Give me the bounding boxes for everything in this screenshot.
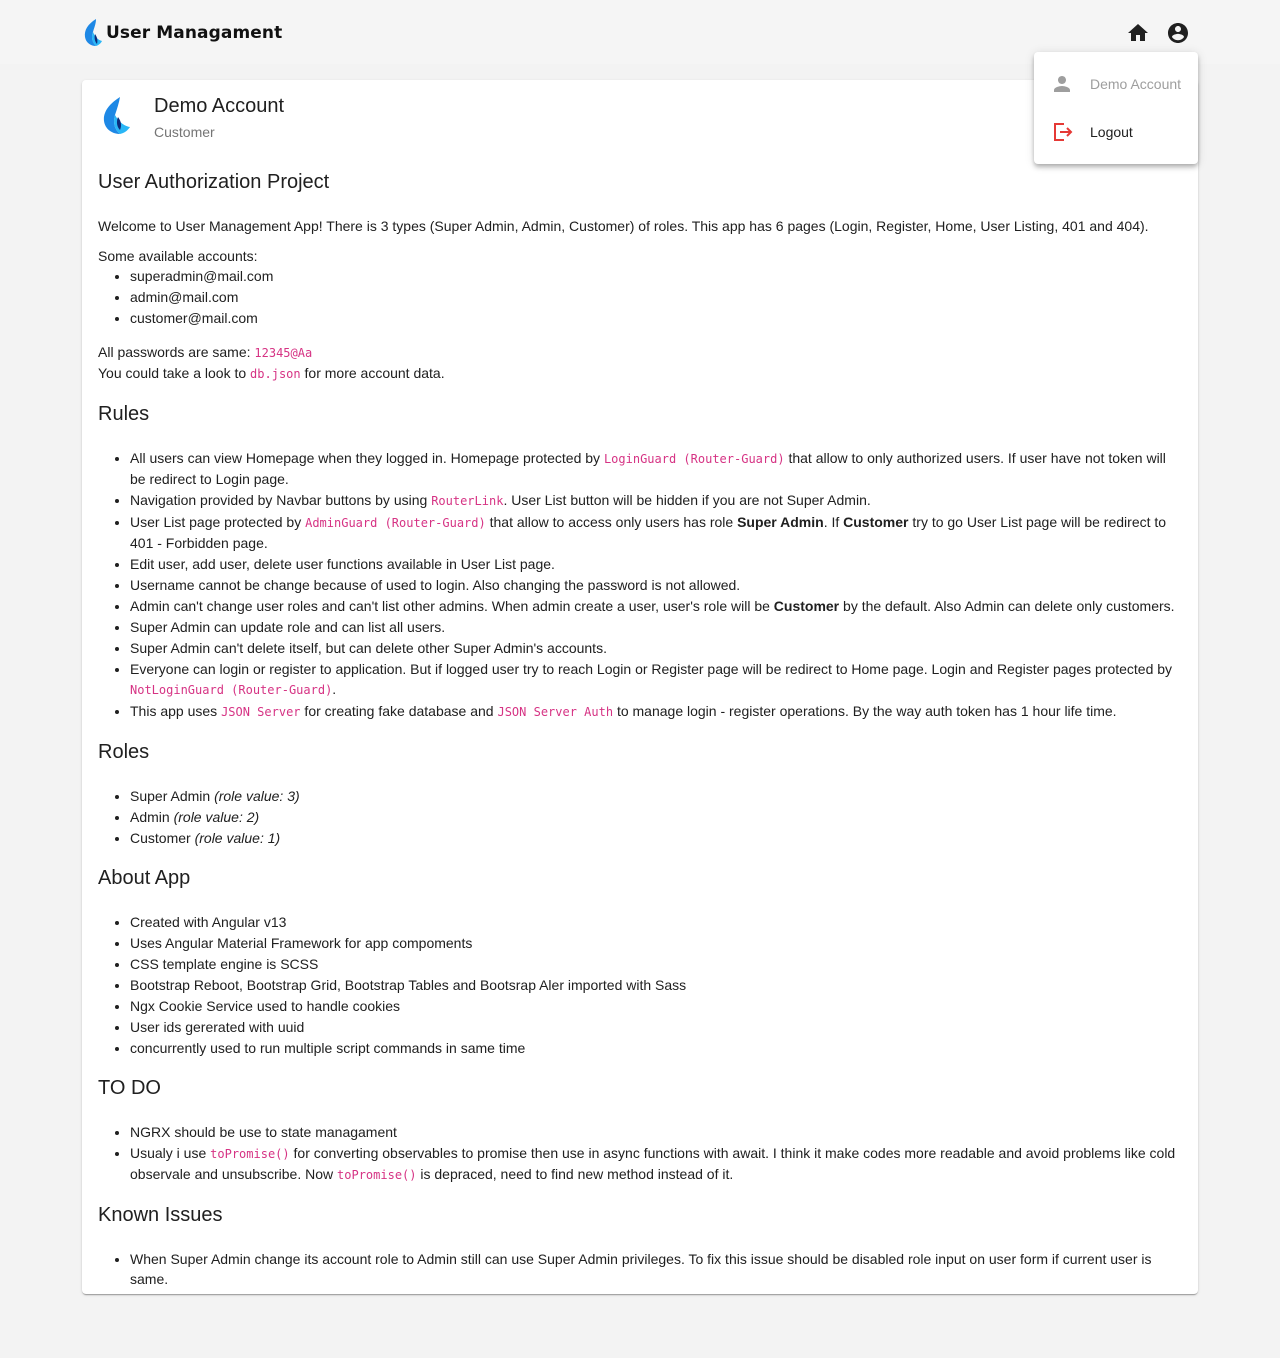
- account-circle-icon[interactable]: [1166, 21, 1190, 45]
- menu-account-label: Demo Account: [1090, 76, 1182, 92]
- db-suffix: for more account data.: [300, 365, 445, 381]
- list-item: • Super Admin can update role and can list all users.: [130, 617, 1182, 637]
- section-heading-roles: Roles: [98, 741, 150, 763]
- list-item: • Usualy i use toPromise() for converting observables to promise then use in async functions with await. I think it make codes more readable and avoid problems like cold observale and unsubscribe. Now toPromise() is depraced, need to find new method instead of it.: [130, 1143, 1182, 1185]
- accounts-label: Some available accounts:: [98, 248, 258, 264]
- list-item: • Everyone can login or register to application. But if logged user try to reach Login or Register page will be redirect to Home page. Login and Register pages protected by NotLoginGuard (Router-Guard).: [130, 659, 1182, 700]
- app-logo-icon: [82, 18, 104, 48]
- section-heading-intro: User Authorization Project: [98, 171, 330, 193]
- logout-icon: [1050, 120, 1074, 144]
- list-item: • This app uses JSON Server for creating fake database and JSON Server Auth to manage login - register operations. By the way auth token has 1 hour life time.: [130, 701, 1182, 722]
- db-info: [98, 363, 1182, 384]
- list-item: • Super Admin (role value: 3): [130, 786, 1182, 806]
- card-header: [98, 96, 1182, 160]
- db-prefix: You could take a look to: [98, 365, 251, 381]
- issues-list: [98, 1249, 1182, 1289]
- list-item: • Edit user, add user, delete user functions available in User List page.: [130, 554, 1182, 574]
- person-icon: [1050, 72, 1074, 96]
- list-item: • Navigation provided by Navbar buttons by using RouterLink. User List button will be hidden if you are not Super Admin.: [130, 490, 1182, 511]
- home-card: [82, 80, 1198, 1294]
- menu-logout-label: Logout: [1090, 124, 1133, 140]
- home-icon[interactable]: [1126, 21, 1150, 45]
- list-item: • Ngx Cookie Service used to handle cookies: [130, 996, 1182, 1016]
- accounts-list: [98, 266, 1182, 328]
- list-item: • Username cannot be change because of used to login. Also changing the password is not allowed.: [130, 575, 1182, 595]
- list-item: • User List page protected by AdminGuard (Router-Guard) that allow to access only users has role Super Admin. If Customer try to go User List page will be redirect to 401 - Forbidden page.: [130, 512, 1182, 553]
- password-code: 12345@Aa: [254, 346, 313, 360]
- todo-list: [98, 1122, 1182, 1185]
- welcome-text: Welcome to User Management App! There is 3 types (Super Admin, Admin, Customer) of roles. This app has 6 pages (Login, Register, Home, User Listing, 401 and 404).: [98, 218, 1149, 234]
- avatar: [98, 96, 138, 136]
- list-item: • admin@mail.com: [130, 287, 1182, 307]
- list-item: • superadmin@mail.com: [130, 266, 1182, 286]
- list-item: • Uses Angular Material Framework for app compoments: [130, 933, 1182, 953]
- list-item: • All users can view Homepage when they logged in. Homepage protected by LoginGuard (Router-Guard) that allow to only authorized users. If user have not token will be redirect to Login page.: [130, 448, 1182, 489]
- app-title: User Managament: [106, 23, 283, 43]
- card-title: Demo Account: [154, 95, 285, 117]
- list-item: • Admin can't change user roles and can't list other admins. When admin create a user, user's role will be Customer by the default. Also Admin can delete only customers.: [130, 596, 1182, 616]
- password-info: [98, 342, 1182, 363]
- menu-item-account: [1034, 60, 1198, 108]
- section-heading-about: About App: [98, 867, 191, 889]
- account-menu: [1034, 52, 1198, 164]
- list-item: • User ids gererated with uuid: [130, 1017, 1182, 1037]
- list-item: • Customer (role value: 1): [130, 828, 1182, 848]
- password-prefix: All passwords are same:: [98, 344, 255, 360]
- db-file-code: db.json: [250, 367, 301, 381]
- list-item: • Super Admin can't delete itself, but can delete other Super Admin's accounts.: [130, 638, 1182, 658]
- list-item: • Created with Angular v13: [130, 912, 1182, 932]
- about-list: [98, 912, 1182, 1058]
- section-heading-todo: TO DO: [98, 1077, 161, 1099]
- list-item: • Admin (role value: 2): [130, 807, 1182, 827]
- logout-button[interactable]: [1034, 108, 1198, 156]
- rules-list: [98, 448, 1182, 722]
- list-item: • concurrently used to run multiple script commands in same time: [130, 1038, 1182, 1058]
- card-subtitle: Customer: [154, 124, 215, 140]
- list-item: • CSS template engine is SCSS: [130, 954, 1182, 974]
- section-heading-issues: Known Issues: [98, 1204, 223, 1226]
- list-item: • Bootstrap Reboot, Bootstrap Grid, Bootstrap Tables and Bootsrap Aler imported with Sass: [130, 975, 1182, 995]
- section-heading-rules: Rules: [98, 403, 150, 425]
- list-item: • customer@mail.com: [130, 308, 1182, 328]
- list-item: • When Super Admin change its account role to Admin still can use Super Admin privileges. To fix this issue should be disabled role input on user form if current user is same.: [130, 1249, 1182, 1289]
- roles-list: [98, 786, 1182, 848]
- brand[interactable]: [82, 18, 282, 48]
- list-item: • NGRX should be use to state managament: [130, 1122, 1182, 1142]
